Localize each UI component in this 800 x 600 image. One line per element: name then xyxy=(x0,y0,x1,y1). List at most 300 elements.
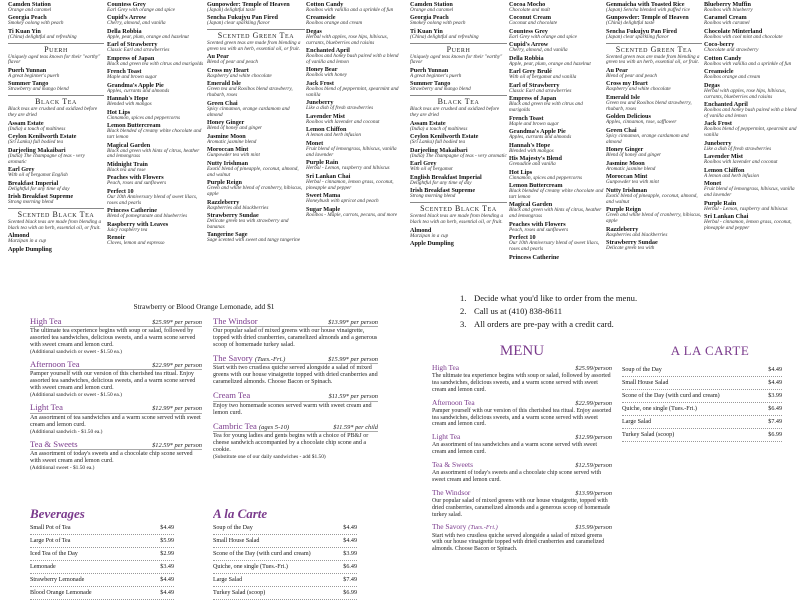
tea-name: Genmaicha with Toasted Rice xyxy=(606,0,685,8)
left-menu-col-1 xyxy=(30,318,202,498)
left-a-la-carte-title: A la Carte xyxy=(213,506,268,521)
tea-name: Moroccan Mint xyxy=(606,173,648,181)
tea-name: Earl Grey xyxy=(8,166,35,174)
tea-name: Coconut Cream xyxy=(509,14,551,22)
tea-name: Jasmine Moon xyxy=(606,159,645,167)
left-tea-col-4 xyxy=(306,0,402,300)
tea-description: (Sri Lanka) full bodied tea xyxy=(410,139,466,146)
right-tea-col-3 xyxy=(606,0,702,300)
tea-name: Countess Grey xyxy=(107,0,146,8)
menu-item-name-suffix: (Tues.-Fri.) xyxy=(468,524,498,532)
price-row xyxy=(30,587,174,600)
menu-item-description: The ultimate tea experience begins with soup or salad, followed by assorted tea sandwiches, delicious sweets, and a warm scone served with sweet cream and lemon curd. xyxy=(30,328,196,349)
tea-description: Blend of pomegranate and blueberries xyxy=(107,213,188,220)
price-row xyxy=(213,548,357,561)
menu-item-description: An assortment of tea sandwiches and a warm scone served with sweet cream and lemon curd. xyxy=(432,442,598,456)
menu-item-price: $13.99* per person xyxy=(328,319,378,326)
menu-item-description: An assortment of tea sandwiches and a warm scone served with sweet cream and lemon curd. xyxy=(30,414,201,428)
tea-description: Like a dish of fresh strawberries xyxy=(704,145,772,152)
tea-description: Herbal - cinnamon, lemon grass, coconut, pineapple and pepper xyxy=(306,178,394,191)
tea-name: Honey Ginger xyxy=(606,146,644,154)
menu-item-header xyxy=(213,420,378,432)
menu-item-description: Start with two crustless quiche served alongside a salad of mixed greens with our house vinaigrette topped with dried cranberries and caramelized almonds. Choose Bacon or Spinach. xyxy=(213,365,378,386)
price-row-price: $4.49 xyxy=(160,577,174,583)
tea-description: (Japan) clear sparkling flavor xyxy=(606,33,669,40)
menu-item-header xyxy=(213,318,378,327)
tea-description: Strawberry and mango blend xyxy=(8,86,69,93)
tea-name: Emerald Isle xyxy=(606,93,640,101)
menu-item-header xyxy=(213,355,378,364)
tea-description: Apples, currants and almonds xyxy=(509,134,572,140)
right-tea-col-1 xyxy=(410,0,507,300)
tea-description: (India) a touch of maltiness xyxy=(8,125,66,132)
price-row-name: Quiche, one single (Tues.-Fri.) xyxy=(213,564,288,570)
left-menu-col-2 xyxy=(213,318,378,498)
menu-item-header xyxy=(213,392,378,401)
menu-item-note: (Substitute one of our daily sandwiches - add $1.50) xyxy=(213,453,326,460)
tea-description: A lemon and herb infusion xyxy=(704,172,759,179)
menu-item-price: $25.99/person xyxy=(575,365,612,372)
tea-category-description: Scented black teas are made from blending a black tea with an herb, essential oil, or fruit. xyxy=(410,213,504,226)
tea-name: Irish Breakfast Supreme xyxy=(410,187,476,195)
tea-name: Puerh Yunnan xyxy=(8,66,47,74)
tea-name: Purple Rain xyxy=(704,199,737,207)
tea-name: Emerald Isle xyxy=(207,80,241,88)
tea-name: Almond xyxy=(8,232,30,240)
price-row-price: $3.99 xyxy=(343,551,357,557)
tea-description: Raspberry and white chocolate xyxy=(207,72,272,79)
tea-name: Strawberry Sundae xyxy=(207,212,259,220)
menu-item-name-suffix: (ages 5-10) xyxy=(258,423,290,431)
tea-description: Rooibos and honey bush paired with a blend of vanilla and lemon xyxy=(306,53,399,65)
tea-name: Jasmine Moon xyxy=(207,132,246,140)
menu-item-description: An assortment of today's sweets and a chocolate chip scone served with sweet cream and lemon curd. xyxy=(30,450,193,464)
menu-item-description: Pamper yourself with our version of this cherished tea ritual. Enjoy assorted tea sandwiches, delicious sweets, and a warm scone served with sweet cream and lemon curd. xyxy=(432,407,612,428)
tea-name: Cotton Candy xyxy=(306,0,344,8)
tea-name: Tangerine Sage xyxy=(207,231,248,239)
tea-name: Princess Catherine xyxy=(107,207,158,215)
tea-description: Peach, roses and sunflowers xyxy=(107,180,167,187)
tea-name: Green Chai xyxy=(606,126,637,134)
tea-description: Strawberry and mango blend xyxy=(410,86,471,93)
instruction-text: Call us at (410) 838-8611 xyxy=(474,306,562,316)
tea-description: Strong morning blend xyxy=(410,193,456,200)
tea-name: Lavender Mist xyxy=(704,153,743,161)
tea-description: Cinnamon, spices and peppercorns xyxy=(107,114,181,121)
tea-description: Blend of pear and peach xyxy=(207,59,258,66)
menu-item-name xyxy=(432,489,470,496)
menu-item-note: (Additional sandwich or sweet - $1.50 ea.) xyxy=(30,349,122,356)
menu-item-name xyxy=(30,404,63,411)
menu-item-price: $12.99* per person xyxy=(152,405,202,413)
tea-description: Fruit blend of lemongrass, hibiscus, vanilla and lavender xyxy=(306,145,397,158)
tea-description: Rooibos blend of peppermint, spearmint and vanilla xyxy=(704,126,797,139)
tea-description: Smokey oolong with peach xyxy=(410,20,466,27)
tea-name: Camden Station xyxy=(410,0,453,8)
tea-name: Summer Tango xyxy=(410,80,451,88)
tea-description: Gunpowder tea with mint xyxy=(207,152,260,159)
tea-name: Caramel Cream xyxy=(704,14,747,22)
tea-name: Empress of Japan xyxy=(509,95,557,103)
tea-description: Blended with mangos xyxy=(509,147,554,154)
tea-description: A great beginner's puerh xyxy=(8,72,60,79)
tea-category-description: Uniquely aged teas known for their "earthy" flavor xyxy=(410,53,503,66)
menu-item-name xyxy=(432,364,459,371)
menu-item-price: $15.99/person xyxy=(575,524,612,532)
tea-description: (India) The champagne of teas - very aromatic xyxy=(410,152,507,159)
price-row xyxy=(30,561,174,574)
tea-description: With oil of bergamot xyxy=(410,166,453,173)
menu-item-price: $15.99* per person xyxy=(328,356,378,364)
menu-item-name-text: Light Tea xyxy=(432,432,461,442)
menu-item-description: An assortment of today's sweets and a chocolate chip scone served with sweet cream and lemon curd. xyxy=(432,470,602,483)
tea-name: Lemon Buttercream xyxy=(107,122,161,130)
tea-name: Jack Frost xyxy=(704,120,732,128)
tea-name: Georgia Peach xyxy=(8,14,47,22)
tea-name: Monet xyxy=(306,139,324,147)
tea-name: Earl of Strawberry xyxy=(107,41,158,49)
tea-description: (China) delightful and refreshing xyxy=(410,33,479,40)
price-row-price: $6.99 xyxy=(768,432,782,438)
tea-name: Cross my Heart xyxy=(606,80,648,88)
tea-description: Delicate green tea with xyxy=(606,245,655,252)
tea-name: Cupid's Arrow xyxy=(107,14,147,22)
instruction-text: All orders are pre-pay with a credit card. xyxy=(474,319,614,329)
tea-description: Rooibos blend of peppermint, spearmint and vanilla xyxy=(306,85,399,98)
price-row xyxy=(30,522,174,535)
price-row xyxy=(213,561,357,574)
tea-name: Cotton Candy xyxy=(704,54,742,62)
menu-item-note: (Additional sweet - $1.50 ea.) xyxy=(30,464,95,471)
tea-description: Grenadine and vanilla xyxy=(509,161,556,167)
tea-name: Hot Lips xyxy=(509,168,533,176)
instruction-number: 3. xyxy=(460,319,467,329)
price-row xyxy=(213,587,357,600)
menu-item-header xyxy=(30,361,202,370)
tea-name: Enchanted April xyxy=(306,47,350,54)
tea-description: Black and green with hints of citrus, heather and lemongrass xyxy=(107,147,200,160)
tea-description: Blend of honey and ginger xyxy=(207,125,263,132)
tea-name: Summer Tango xyxy=(8,80,49,88)
tea-name: Perfect 10 xyxy=(107,187,134,195)
tea-description: Black tea and rose xyxy=(107,166,146,173)
tea-name: Golden Delicious xyxy=(606,113,651,121)
menu-item-name xyxy=(213,420,290,431)
tea-description: Our 10th Anniversary blend of sweet lilacs, roses and pearls xyxy=(107,193,198,206)
right-menu-item-the-windsor xyxy=(432,489,612,519)
price-row-name: Small Pot of Tea xyxy=(30,525,71,531)
tea-description: Orange and caramel xyxy=(410,6,454,13)
tea-name: Ceylon Kenilworth Estate xyxy=(410,133,479,141)
tea-description: Black blended of creamy white chocolate and tart lemon xyxy=(509,188,604,200)
tea-description: (India) The champagne of teas - very aromatic xyxy=(8,152,85,165)
tea-description: Rooibos - Maple, carrots, pecans, and more xyxy=(306,211,398,218)
tea-name: Lemon Chiffon xyxy=(306,126,347,134)
menu-item-name-text: Light Tea xyxy=(30,402,63,413)
menu-item-price: $12.59/person xyxy=(575,461,612,469)
menu-item-note: (Additional sandwich - $1.50 ea.) xyxy=(30,428,103,435)
price-row-name: Small House Salad xyxy=(622,380,669,386)
tea-description: A great beginner's puerh xyxy=(410,72,462,79)
price-row xyxy=(30,548,174,561)
tea-name: Lemon Chiffon xyxy=(704,166,745,174)
menu-item-description: Start with two crustless quiche served alongside a salad of mixed greens with our house vinaigrette topped with dried cranberries and caramelized almonds. Choose Bacon or Spinach. xyxy=(432,532,605,553)
tea-name: Sweet Mama xyxy=(306,192,341,200)
tea-description: Blend of honey and ginger xyxy=(606,152,662,159)
price-row xyxy=(213,522,357,535)
menu-item-header xyxy=(432,523,612,531)
tea-description: Raspberries and blackberries xyxy=(606,231,668,238)
price-row xyxy=(622,403,782,416)
tea-description: Herbal - Lemon, raspberry and hibiscus xyxy=(704,205,788,212)
menu-item-name xyxy=(213,355,285,363)
tea-description: Rooibos orange and cream xyxy=(306,20,363,27)
tea-description: (China) delightful taste xyxy=(606,20,655,27)
menu-item-name-text: The Windsor xyxy=(213,318,258,326)
tea-name: Empress of Japan xyxy=(107,54,155,62)
menu-item-description: Our popular salad of mixed greens with our house vinaigrette, topped with dried cranberries, caramelized almonds and a generous scoop of homemade turkey salad. xyxy=(432,497,611,518)
price-row-price: $4.49 xyxy=(768,380,782,386)
tea-name: Razzleberry xyxy=(207,198,240,206)
tea-name: Purple Rain xyxy=(306,159,339,167)
tea-description: Apples, currants and almonds xyxy=(107,87,170,94)
price-row-price: $4.49 xyxy=(343,525,357,531)
menu-item-name-text: High Tea xyxy=(30,318,62,326)
menu-item-name xyxy=(213,392,250,399)
menu-item-name-text: Cream Tea xyxy=(213,390,251,401)
beverages-list xyxy=(30,522,174,600)
price-row xyxy=(622,364,782,377)
tea-name: Creamsicle xyxy=(704,68,734,76)
price-row-name: Turkey Salad (scoop) xyxy=(213,590,266,596)
tea-name: Almond xyxy=(410,226,432,234)
tea-description: Herbal - cinnamon, lemon grass, coconut, pineapple and pepper xyxy=(704,219,792,232)
tea-description: (China) delightful and refreshing xyxy=(8,33,77,40)
right-menu-list xyxy=(432,364,612,600)
tea-description: Chocolate and malt xyxy=(509,6,550,13)
price-row-name: Turkey Salad (scoop) xyxy=(622,432,675,438)
menu-item-price: $12.59* per person xyxy=(152,441,202,449)
tea-name: Creamsicle xyxy=(306,14,336,22)
menu-item-name-text: Tea & Sweets xyxy=(30,438,78,449)
tea-name: Purple Reign xyxy=(606,206,641,214)
tea-name: Raspberry with Leaves xyxy=(107,220,169,228)
tea-description: Earl Grey with orange and spice xyxy=(509,33,577,40)
menu-item-header xyxy=(432,399,612,407)
lemonade-note: Strawberry or Blood Orange Lemonade, add $1 xyxy=(133,302,275,311)
tea-name: Strawberry Sundae xyxy=(606,239,658,247)
tea-name: Earl of Strawberry xyxy=(509,81,560,89)
instruction-step xyxy=(460,318,800,331)
menu-item-cambric-tea xyxy=(213,420,378,460)
tea-description: Cherry, almond, and vanilla xyxy=(107,20,166,27)
menu-item-header xyxy=(432,364,612,372)
tea-description: Coconut and chocolate xyxy=(509,20,558,27)
menu-item-cream-tea xyxy=(213,392,378,416)
tea-name: Sencha Fukujyu Pan Fired xyxy=(207,14,278,22)
price-row-name: Lemonade xyxy=(30,564,56,570)
menu-item-name xyxy=(30,361,80,368)
a-la-carte-title: A LA CARTE xyxy=(670,343,750,358)
tea-description: Blended with mangos xyxy=(107,101,152,108)
tea-description: Herbal with apples, rose hips, hibiscus, currants, blueberries and raisins xyxy=(704,87,786,100)
menu-item-name-text: Cambric Tea xyxy=(213,420,257,431)
tea-description: Apple, pear, plum, orange and hazelnut xyxy=(509,60,591,67)
tea-description: Black blended of creamy white chocolate and tart lemon xyxy=(107,128,202,140)
menu-item-name-text: Tea & Sweets xyxy=(432,459,473,469)
price-row-name: Large Pot of Tea xyxy=(30,538,71,544)
tea-name: Hot Lips xyxy=(107,108,131,116)
tea-description: Sage scented with sweet and tangy tangerine xyxy=(207,237,301,244)
tea-name: Perfect 10 xyxy=(509,234,536,242)
menu-item-name xyxy=(30,438,78,449)
menu-item-light-tea xyxy=(30,404,202,434)
tea-description: Rooibos orange and cream xyxy=(704,74,761,81)
tea-description: Strong morning blend xyxy=(8,199,54,206)
right-tea-col-2 xyxy=(509,0,605,300)
tea-description: Delightful for any time of day xyxy=(410,179,472,186)
tea-description: Marzipan in a cup xyxy=(410,232,449,239)
tea-category-heading: Scented Green Tea xyxy=(207,29,305,40)
tea-name: Sencha Fukujyu Pan Fired xyxy=(606,27,677,35)
tea-name: Midnight Train xyxy=(107,160,148,168)
menu-item-tea-sweets xyxy=(30,438,202,471)
tea-description: Exotic blend of pineapple, coconut, almond, and walnut xyxy=(606,192,698,205)
tea-category-heading: Black Tea xyxy=(410,95,507,106)
tea-description: Classic Earl and strawberries xyxy=(107,47,170,54)
tea-name: Peaches with Flowers xyxy=(107,174,164,182)
tea-description: Orange and caramel xyxy=(8,6,52,13)
menu-title: MENU xyxy=(499,343,545,359)
right-menu-item-light-tea xyxy=(432,433,612,456)
left-tea-col-2 xyxy=(107,0,205,300)
tea-description: With oil of bergamot English xyxy=(8,172,68,179)
tea-name: Apple Dumpling xyxy=(8,245,52,253)
tea-description: Earl Grey with orange and spice xyxy=(107,6,175,13)
tea-name: Sri Lankan Chai xyxy=(704,213,749,221)
tea-description: Smokey oolong with peach xyxy=(8,20,64,27)
tea-description: Cherry, almond, and vanilla xyxy=(509,47,568,54)
price-row-price: $5.99 xyxy=(160,538,174,544)
tea-name: Nutty Irishman xyxy=(606,186,648,194)
price-row-price: $7.49 xyxy=(343,577,357,583)
tea-description: Herbal - Lemon, raspberry and hibiscus xyxy=(306,165,390,172)
tea-name: Honey Ginger xyxy=(207,119,245,127)
menu-item-price: $22.99/person xyxy=(575,399,612,407)
tea-description: Green tea and Rooibos blend strawberry, rhubarb, roses xyxy=(606,99,692,112)
price-row-price: $4.49 xyxy=(768,367,782,373)
menu-item-name-text: High Tea xyxy=(432,364,460,372)
price-row xyxy=(213,574,357,587)
tea-category-heading: Scented Black Tea xyxy=(410,202,507,213)
instruction-step xyxy=(460,292,800,305)
tea-name: Hannah's Hope xyxy=(107,95,149,103)
tea-name: Magical Garden xyxy=(107,141,151,149)
tea-description: A lemon and herb infusion xyxy=(306,132,361,139)
tea-category-heading: Puerh xyxy=(8,43,104,54)
right-menu-item-the-savory xyxy=(432,523,612,553)
tea-description: Green tea and Rooibos blend strawberry, rhubarb, roses xyxy=(207,86,293,99)
tea-name: Degas xyxy=(704,81,720,89)
tea-category-heading: Puerh xyxy=(410,43,507,54)
tea-name: French Toast xyxy=(509,114,544,122)
tea-name: Au Pear xyxy=(207,53,229,61)
price-row-name: Large Salad xyxy=(213,577,243,583)
tea-description: Herbal with apples, rose hips, hibiscus, currants, blueberries and raisins xyxy=(306,33,388,46)
menu-item-note: (Additional sandwich or sweet - $1.50 ea.) xyxy=(30,392,122,399)
menu-item-header xyxy=(30,318,202,327)
menu-item-name xyxy=(432,461,473,468)
tea-name: Juneberry xyxy=(306,99,334,107)
tea-name: Cupid's Arrow xyxy=(509,41,549,49)
menu-item-price: $22.99* per person xyxy=(152,362,202,370)
tea-description: (Sri Lanka) full bodied tea xyxy=(8,139,64,146)
price-row xyxy=(622,416,782,429)
menu-item-price: $25.99* per person xyxy=(152,319,202,326)
tea-name: Magical Garden xyxy=(509,201,553,209)
price-row xyxy=(30,535,174,548)
tea-name: Cross my Heart xyxy=(207,66,249,74)
price-row-price: $4.49 xyxy=(160,525,174,531)
tea-name: Sri Lankan Chai xyxy=(306,172,351,180)
tea-description: Our 10th Anniversary blend of sweet lilacs, roses and pearls xyxy=(509,240,600,253)
price-row-name: Scone of the Day (with curd and cream) xyxy=(622,393,720,399)
tea-description: Gunpowder tea with mint xyxy=(606,179,659,186)
tea-description: Delicate green tea with strawberry and bananas xyxy=(207,218,289,230)
tea-name: Della Robbia xyxy=(509,54,544,62)
menu-item-name xyxy=(432,433,460,440)
price-row xyxy=(622,429,782,442)
price-row-name: Iced Tea of the Day xyxy=(30,551,78,557)
tea-name: Earl Grey Brulé xyxy=(509,68,552,76)
tea-description: Maple and brown sugar xyxy=(107,74,157,81)
tea-description: Cloves, lemon and espresso xyxy=(107,240,165,247)
menu-item-description: Tea for young ladies and gents begins with a choice of PB&J or cheese sandwich accompanied by a chocolate chip scone and a cookie. xyxy=(213,432,369,453)
tea-name: Georgia Peach xyxy=(410,14,449,22)
menu-item-header xyxy=(432,489,612,497)
tea-name: Ti Kuan Yin xyxy=(410,27,443,35)
tea-name: Cocoa Mocho xyxy=(509,0,546,8)
tea-name: Jack Frost xyxy=(306,79,334,87)
menu-item-description: Pamper yourself with our version of this cherished tea ritual. Enjoy assorted tea sandwiches, delicious sweets, and a warm scone served with sweet cream and lemon curd. xyxy=(30,371,196,392)
menu-item-header xyxy=(30,438,202,450)
tea-category-heading: Scented Green Tea xyxy=(606,43,702,54)
tea-description: Rooibos with cool mint and chocolate xyxy=(704,33,783,40)
menu-item-price: $11.59* per child xyxy=(333,423,378,431)
tea-category-description: Scented green teas are made from blending a green tea with an herb, essential oil, or fruit. xyxy=(207,40,301,52)
tea-name: Sugar Maple xyxy=(306,205,341,213)
tea-name: Irish Breakfast Supreme xyxy=(8,193,74,201)
tea-description: Black and green tea with citrus and marigolds xyxy=(107,60,204,67)
tea-description: Rooibos with lavender and coconut xyxy=(704,159,778,166)
tea-category-description: Uniquely aged teas known for their "earthy" flavor xyxy=(8,53,101,66)
price-row-price: $6.99 xyxy=(343,590,357,596)
tea-name: Razzleberry xyxy=(606,225,639,233)
tea-description: Rooibos with caramel xyxy=(704,20,750,27)
tea-name: Moroccan Mint xyxy=(207,146,249,154)
menu-item-header xyxy=(30,404,202,413)
tea-name: Breakfast Imperial xyxy=(8,179,59,187)
order-instructions xyxy=(460,292,800,334)
tea-description: Aromatic jasmine blend xyxy=(207,138,257,145)
tea-category-description: Black teas are crushed and oxidized before they are dried xyxy=(8,106,98,119)
tea-name: Green Chai xyxy=(207,99,238,107)
tea-name: Hannah's Hope xyxy=(509,141,551,149)
tea-description: Fruit blend of lemongrass, hibiscus, vanilla and lavender xyxy=(704,186,795,199)
tea-name: Lemon Buttercream xyxy=(509,182,563,189)
tea-name: Au Pear xyxy=(606,66,628,74)
price-row-price: $2.99 xyxy=(160,551,174,557)
